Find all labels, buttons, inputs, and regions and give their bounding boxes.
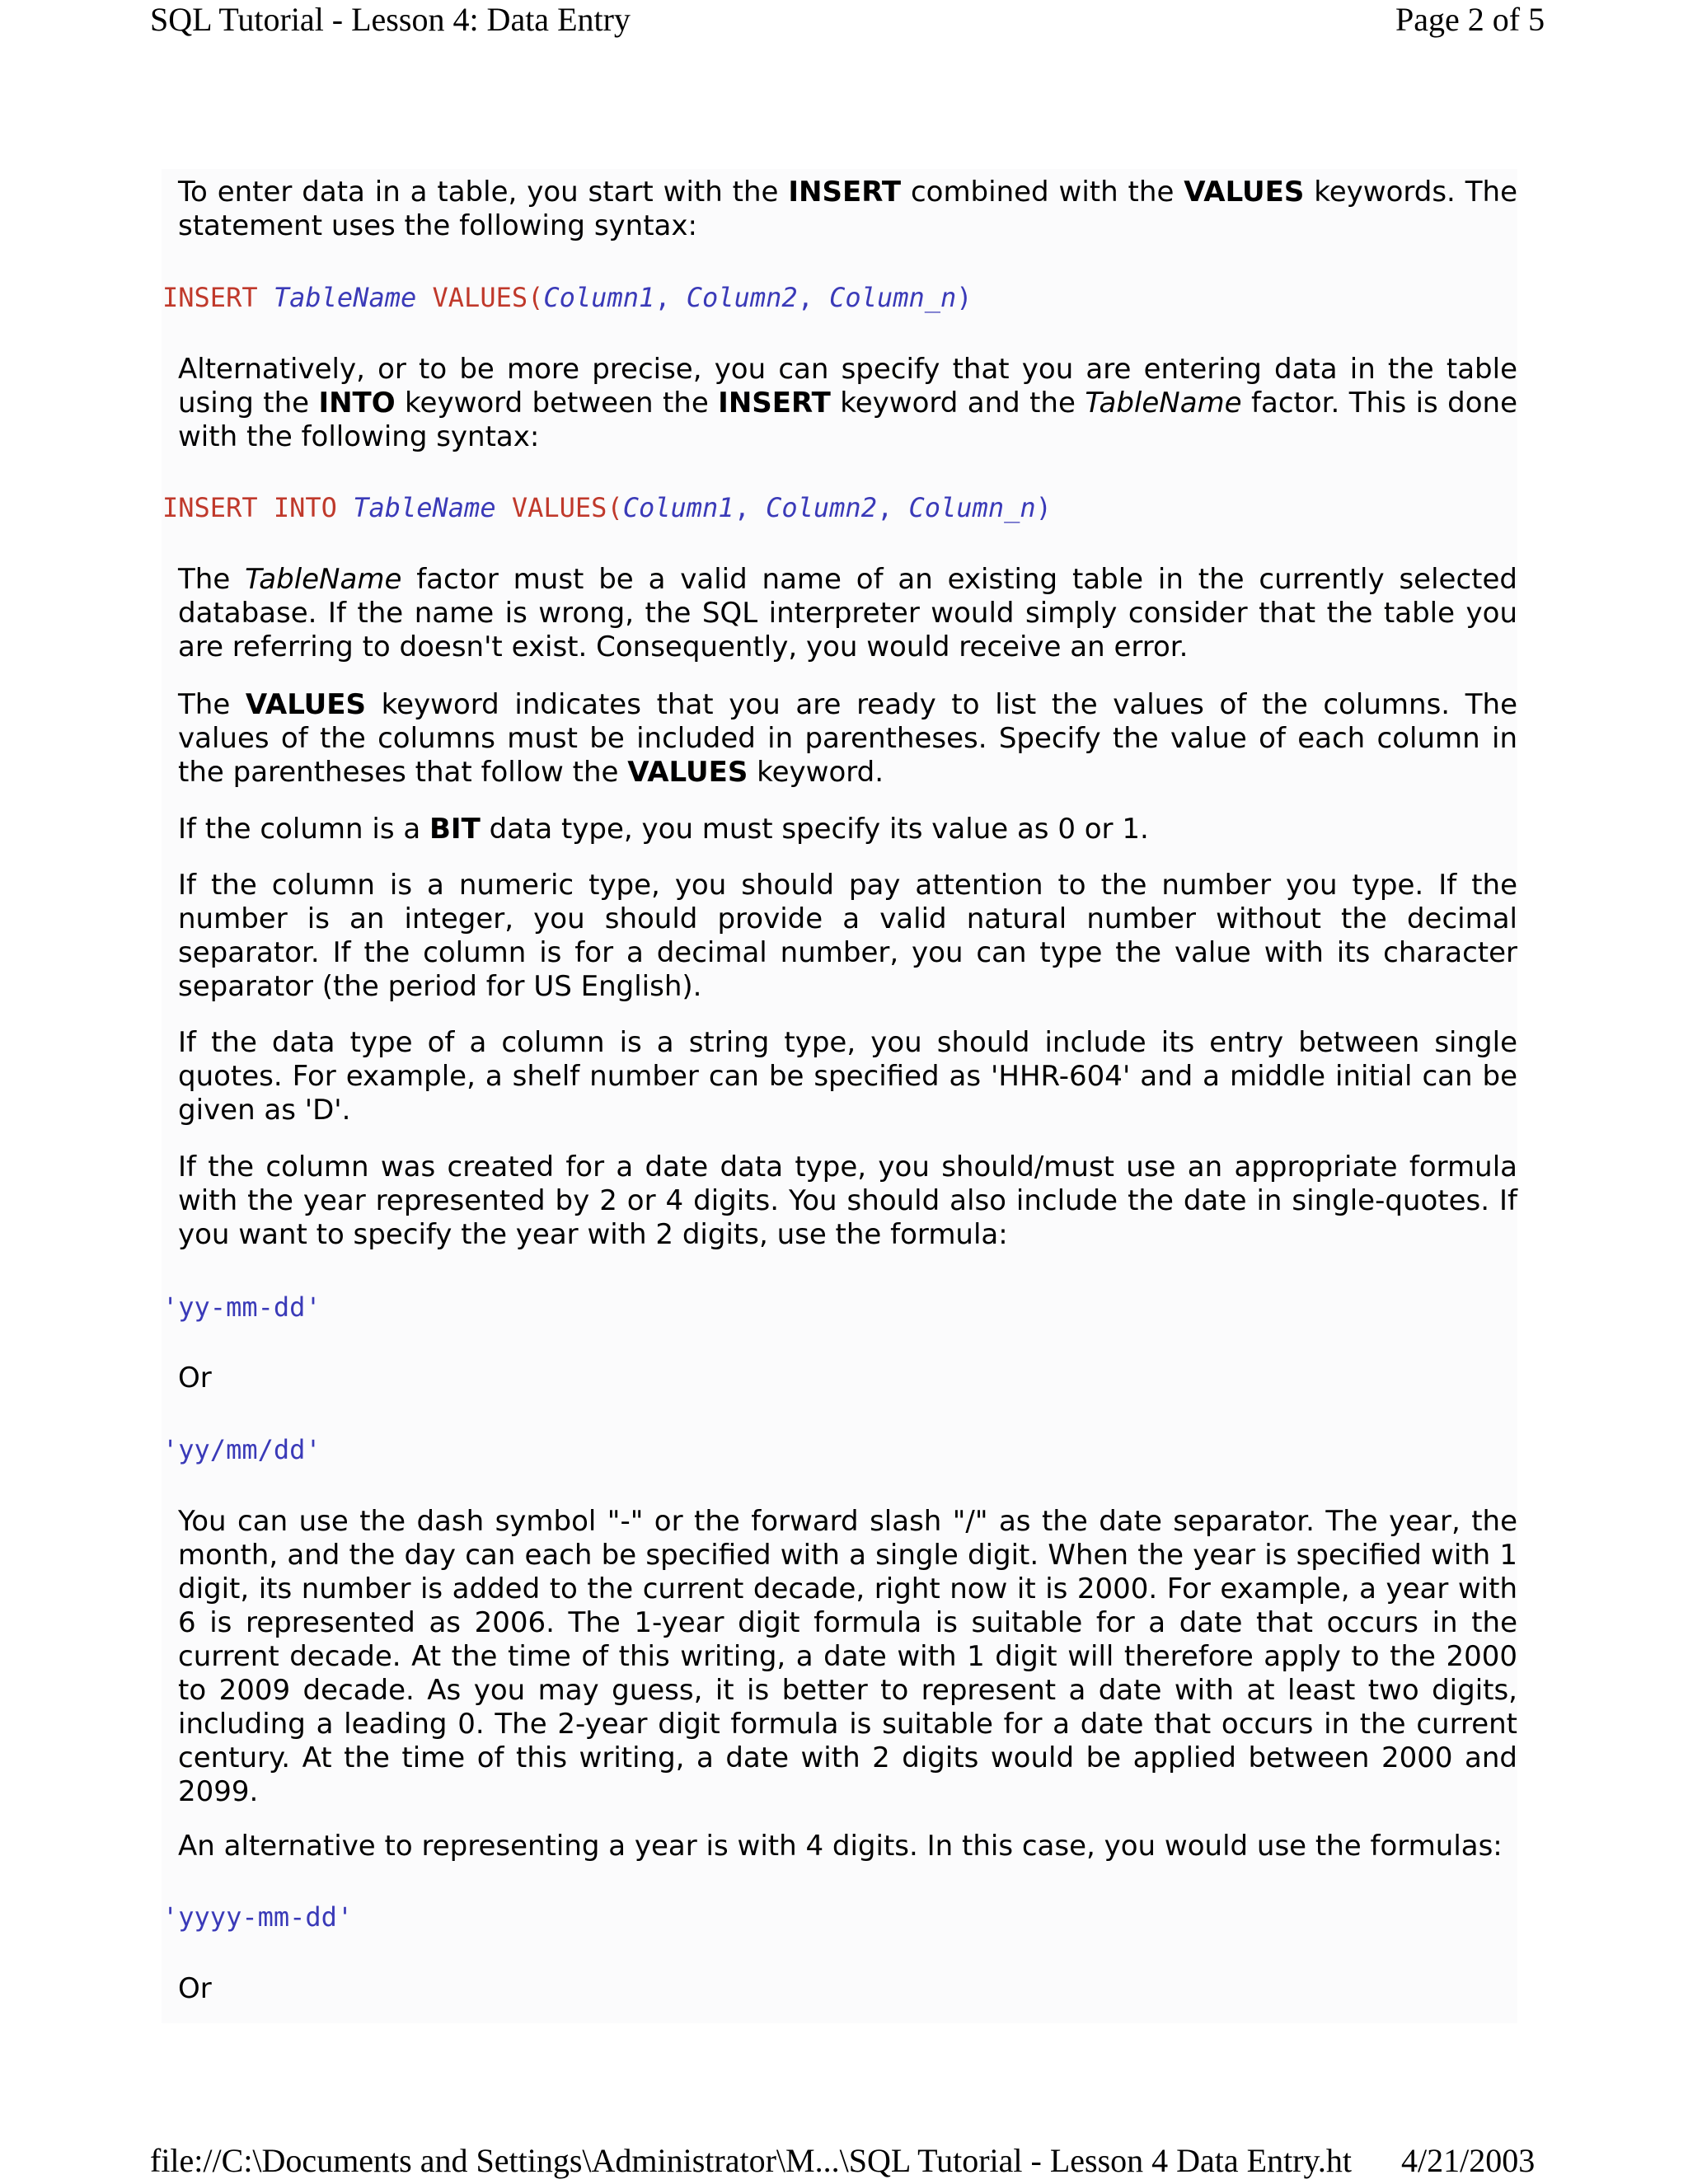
code-date-format-slash: 'yy/mm/dd'	[162, 1434, 321, 1465]
page-number: Page 2 of 5	[1395, 1, 1545, 38]
paragraph-string-type: If the data type of a column is a string type, you should include its entry between single quotes. For example, a shelf number can be specified as 'HHR-604' and a middle initial can be given as 'D'.	[178, 1026, 1517, 1127]
code-date-format-dash: 'yy-mm-dd'	[162, 1291, 321, 1323]
footer-date: 4/21/2003	[1401, 2142, 1536, 2179]
page-header-title: SQL Tutorial - Lesson 4: Data Entry	[150, 1, 631, 38]
paragraph-tablename-factor: The TableName factor must be a valid name of an existing table in the currently selected database. If the name is wrong, the SQL interpreter would simply consider that the table you are referring to doesn't exist. Consequently, you would receive an error.	[178, 563, 1517, 663]
code-date-format-four-digit: 'yyyy-mm-dd'	[162, 1901, 354, 1933]
paragraph-insert-intro: To enter data in a table, you start with the INSERT combined with the VALUES keywords. The statement uses the following syntax:	[178, 176, 1517, 242]
paragraph-four-digit-year: An alternative to representing a year is with 4 digits. In this case, you would use the formulas:	[178, 1830, 1503, 1863]
paragraph-values-keyword: The VALUES keyword indicates that you are ready to list the values of the columns. The values of the columns must be included in parentheses. Specify the value of each column in the parentheses that follow the VALUES keyword.	[178, 688, 1517, 789]
text-or-2: Or	[178, 1972, 212, 2005]
paragraph-date-separator: You can use the dash symbol "-" or the forward slash "/" as the date separator. The year, the month, and the day can each be specified with a single digit. When the year is specified with 1 digit, its number is added to the current decade, right now it is 2000. For example, a year with 6 is represented as 2006. The 1-year digit formula is suitable for a date that occurs in the current decade. At the time of this writing, a date with 1 digit will therefore apply to the 2000 to 2009 decade. As you may guess, it is better to represent a date with at least two digits, including a leading 0. The 2-year digit formula is suitable for a date that occurs in the current century. At the time of this writing, a date with 2 digits would be applied between 2000 and 2099.	[178, 1505, 1517, 1808]
paragraph-bit-type: If the column is a BIT data type, you must specify its value as 0 or 1.	[178, 813, 1149, 846]
code-insert-syntax: INSERT TableName VALUES(Column1, Column2, Column_n)	[162, 282, 973, 313]
code-insert-into-syntax: INSERT INTO TableName VALUES(Column1, Column2, Column_n)	[162, 492, 1052, 523]
paragraph-into-keyword: Alternatively, or to be more precise, you can specify that you are entering data in the table using the INTO keyword between the INSERT keyword and the TableName factor. This is done with the following syntax:	[178, 353, 1517, 453]
footer-file-path: file://C:\Documents and Settings\Administrator\M...\SQL Tutorial - Lesson 4 Data Entry.ht	[150, 2142, 1353, 2179]
text-or: Or	[178, 1361, 212, 1394]
paragraph-numeric-type: If the column is a numeric type, you should pay attention to the number you type. If the number is an integer, you should provide a valid natural number without the decimal separator. If the column is for a decimal number, you can type the value with its character separator (the period for US English).	[178, 869, 1517, 1003]
paragraph-date-type: If the column was created for a date data type, you should/must use an appropriate formula with the year represented by 2 or 4 digits. You should also include the date in single-quotes. If you want to specify the year with 2 digits, use the formula:	[178, 1151, 1517, 1251]
